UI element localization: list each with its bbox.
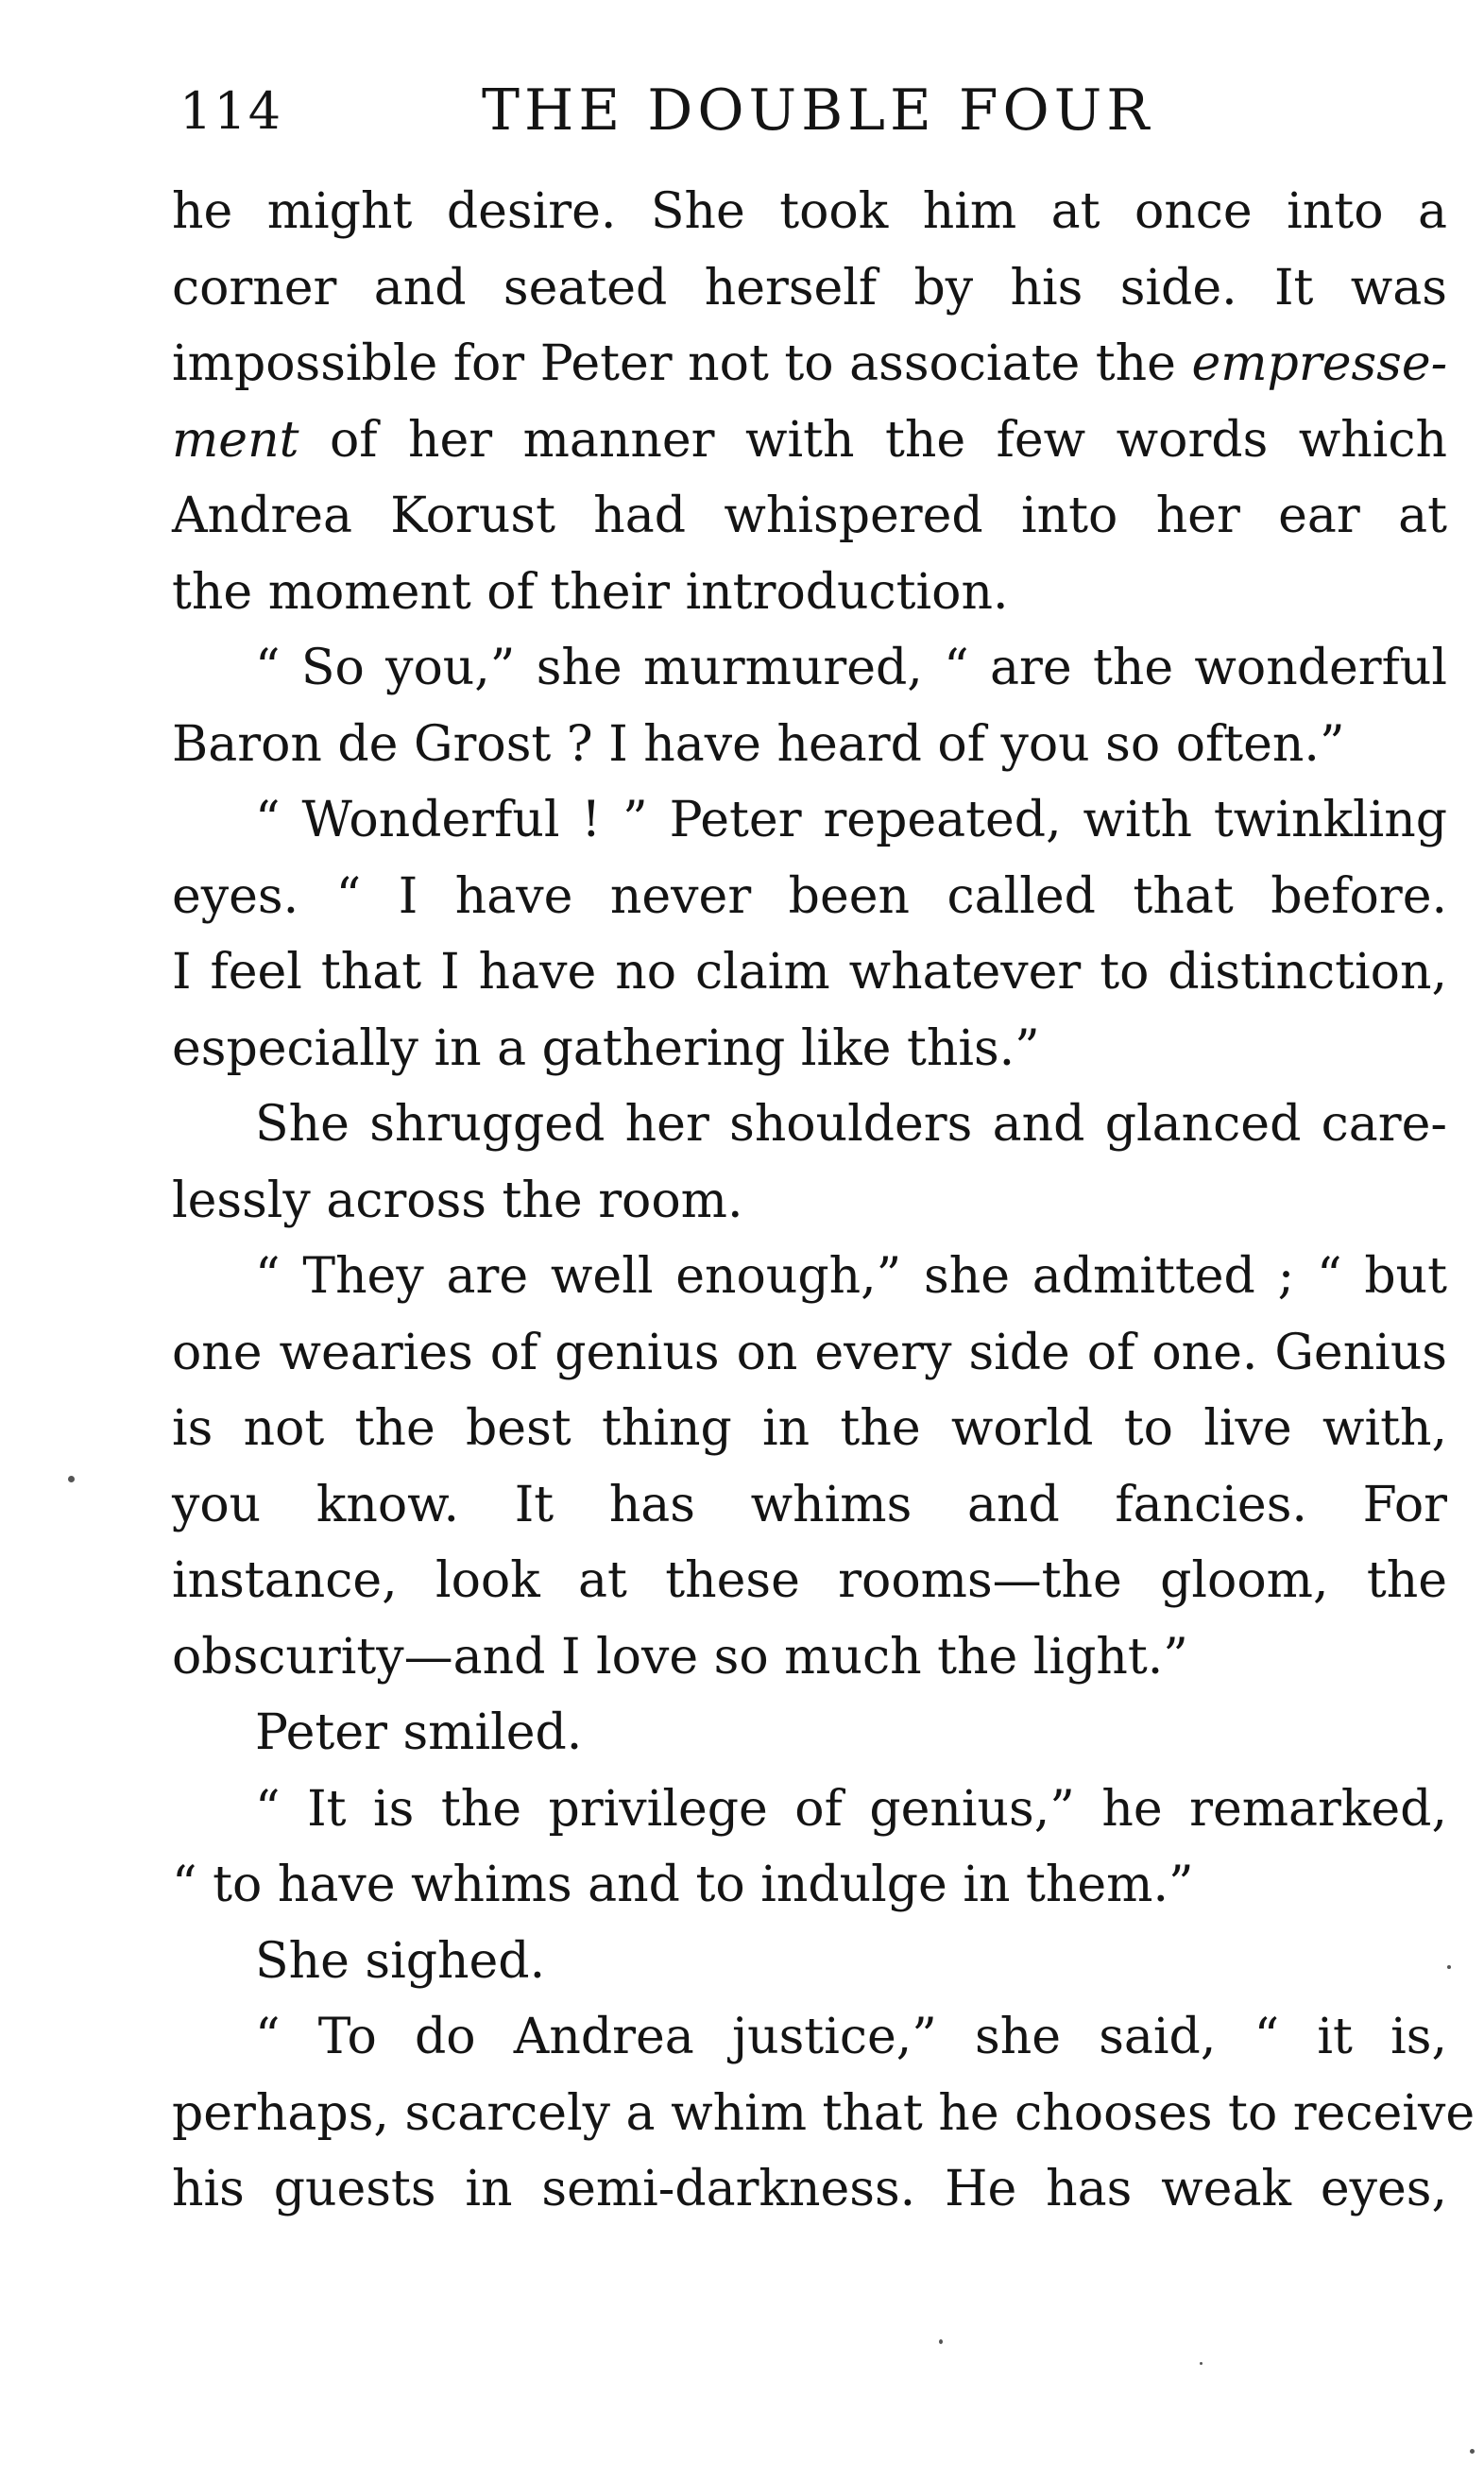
page-number: 114 bbox=[179, 81, 283, 141]
text-line: his guests in semi-darkness. He has weak eyes, bbox=[172, 2161, 1447, 2217]
text-line: “ to have whims and to indulge in them.” bbox=[172, 1857, 1194, 1913]
text-line: impossible for Peter not to associate the empresse- bbox=[172, 335, 1448, 392]
text-line: he might desire. She took him at once into a bbox=[172, 183, 1447, 240]
text-line: “ To do Andrea justice,” she said, “ it is, bbox=[255, 2009, 1447, 2065]
text-line: She shrugged her shoulders and glanced care- bbox=[255, 1096, 1447, 1153]
text-line: ment of her manner with the few words which bbox=[172, 411, 1447, 469]
paper-speck bbox=[939, 2339, 943, 2344]
text-line: especially in a gathering like this.” bbox=[172, 1019, 1040, 1077]
text-line: the moment of their introduction. bbox=[172, 563, 1009, 621]
text-line: you know. It has whims and fancies. For bbox=[172, 1476, 1447, 1533]
text-line: is not the best thing in the world to live with, bbox=[172, 1400, 1447, 1457]
text-line: “ So you,” she murmured, “ are the wonderful bbox=[255, 640, 1447, 696]
italic-word: empresse- bbox=[1191, 335, 1448, 392]
text-line: “ They are well enough,” she admitted ; “ but bbox=[255, 1248, 1447, 1305]
paper-speck bbox=[68, 1476, 75, 1482]
text-line: lessly across the room. bbox=[172, 1172, 743, 1229]
page-header bbox=[179, 74, 1445, 149]
body-text bbox=[172, 174, 1475, 2228]
text-line: perhaps, scarcely a whim that he chooses to receive bbox=[172, 2084, 1475, 2142]
paper-speck bbox=[1200, 2362, 1203, 2365]
text-line: obscurity—and I love so much the light.” bbox=[172, 1628, 1188, 1686]
text-line: Baron de Grost ? I have heard of you so often.” bbox=[172, 715, 1345, 773]
text-line: instance, look at these rooms—the gloom, the bbox=[172, 1552, 1447, 1609]
text-line: corner and seated herself by his side. It was bbox=[172, 259, 1447, 317]
text-line: “ It is the privilege of genius,” he remarked, bbox=[255, 1780, 1447, 1838]
text-line: “ Wonderful ! ” Peter repeated, with twinkling bbox=[255, 792, 1447, 848]
text-line: eyes. “ I have never been called that before. bbox=[172, 867, 1447, 925]
paper-speck bbox=[1447, 1965, 1451, 1969]
text-line: Peter smiled. bbox=[255, 1704, 583, 1761]
text-line: Andrea Korust had whispered into her ear at bbox=[172, 488, 1447, 544]
running-title: THE DOUBLE FOUR bbox=[482, 77, 1154, 144]
text-line: I feel that I have no claim whatever to distinction, bbox=[172, 944, 1447, 1001]
text-line: one wearies of genius on every side of one. Genius bbox=[172, 1324, 1447, 1381]
paper-speck bbox=[1470, 2449, 1475, 2454]
italic-word: ment bbox=[172, 411, 299, 469]
text-line: She sighed. bbox=[255, 1932, 546, 1990]
